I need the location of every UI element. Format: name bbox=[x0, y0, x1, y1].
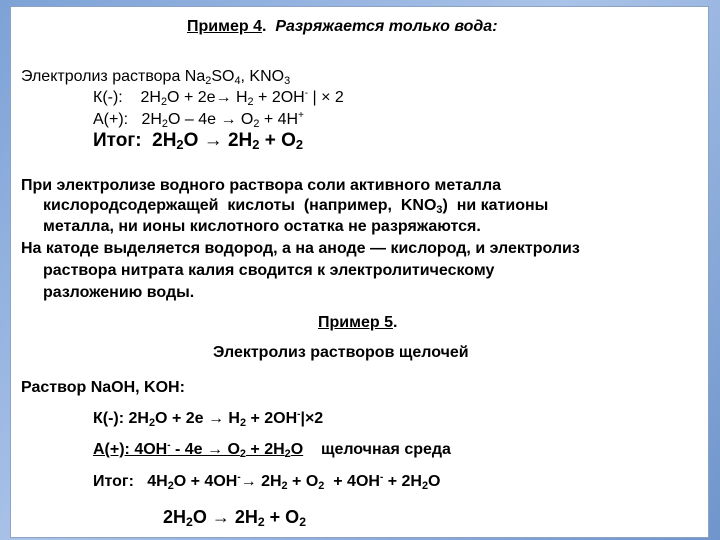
subscript: 2 bbox=[281, 480, 288, 492]
subscript: 2 bbox=[284, 448, 291, 460]
electrolysis-line bbox=[21, 67, 290, 86]
anode-equation-2 bbox=[93, 440, 451, 459]
subscript: 2 bbox=[318, 480, 325, 492]
subscript: 2 bbox=[176, 137, 184, 152]
example5-header bbox=[318, 313, 397, 332]
arrow-icon: → bbox=[211, 507, 230, 527]
cathode-label: К(-): bbox=[93, 89, 123, 106]
formula-part: + 2OH bbox=[246, 410, 298, 427]
subscript: 3 bbox=[284, 75, 291, 87]
formula-part: H bbox=[223, 410, 240, 427]
formula-part: O bbox=[192, 507, 212, 527]
subscript: 2 bbox=[257, 515, 265, 529]
solution-line: Раствор NaOH, KOH: bbox=[21, 379, 185, 396]
subscript: 2 bbox=[160, 96, 168, 108]
paragraph2-line3: разложению воды. bbox=[43, 284, 195, 301]
subscript: 4 bbox=[234, 75, 241, 87]
cathode-equation-2 bbox=[93, 409, 323, 428]
formula-part: O bbox=[290, 441, 304, 458]
formula-part: - 4e bbox=[170, 441, 208, 458]
formula-part: O + 4OH bbox=[173, 473, 238, 490]
subscript: 2 bbox=[186, 515, 193, 529]
electrolysis-prefix: Электролиз раствора Na bbox=[21, 68, 206, 85]
total-equation bbox=[93, 131, 303, 150]
subscript: 2 bbox=[247, 96, 254, 108]
formula-part: 2H bbox=[163, 507, 187, 527]
formula-part: 2H bbox=[222, 130, 253, 151]
formula-part: O bbox=[428, 473, 441, 490]
formula-part: + 4OH bbox=[324, 473, 380, 490]
superscript: - bbox=[297, 409, 301, 420]
subscript: 2 bbox=[167, 480, 174, 492]
formula-part: 2H bbox=[229, 507, 258, 527]
subscript: 2 bbox=[205, 75, 212, 87]
formula-part: |×2 bbox=[300, 410, 324, 427]
formula-part: | × 2 bbox=[308, 89, 344, 106]
formula-part: 2H bbox=[141, 111, 162, 128]
title-dot: . bbox=[261, 18, 267, 35]
formula-part: + O bbox=[259, 130, 296, 151]
superscript: - bbox=[237, 472, 241, 483]
formula-part: + 4H bbox=[259, 111, 299, 128]
formula-part: O + 2e bbox=[155, 410, 208, 427]
title-dot: . bbox=[392, 314, 398, 331]
arrow-icon: → bbox=[220, 111, 237, 128]
medium-label: щелочная среда bbox=[320, 441, 451, 458]
formula-part: O – 4e bbox=[167, 111, 221, 128]
example4-subtitle: Разряжается только вода: bbox=[275, 18, 498, 35]
subscript: 2 bbox=[239, 448, 246, 460]
total-equation-2 bbox=[93, 472, 440, 491]
paragraph1-line2 bbox=[43, 196, 548, 215]
subscript: 2 bbox=[253, 118, 260, 130]
total-label: Итог: bbox=[93, 130, 142, 151]
paragraph2-line2: раствора нитрата калия сводится к электролитическому bbox=[43, 262, 495, 279]
formula-part: + 2H bbox=[245, 441, 285, 458]
superscript: - bbox=[304, 88, 309, 99]
example5-subtitle: Электролиз растворов щелочей bbox=[213, 344, 469, 361]
formula-part: 2H bbox=[152, 130, 177, 151]
formula-part: + 2OH bbox=[253, 89, 305, 106]
arrow-icon: → bbox=[215, 89, 232, 106]
superscript: + bbox=[298, 110, 304, 121]
example4-title: Пример 4 bbox=[187, 18, 262, 35]
example5-title: Пример 5 bbox=[318, 314, 393, 331]
formula-part: + 2H bbox=[383, 473, 422, 490]
formula-part: SO bbox=[211, 68, 235, 85]
arrow-icon: → bbox=[240, 473, 257, 490]
formula-part: O + 2e bbox=[167, 89, 216, 106]
subscript: 2 bbox=[299, 515, 306, 529]
arrow-icon: → bbox=[207, 410, 224, 427]
anode-equation bbox=[93, 110, 304, 129]
text-part: кислородсодержащей кислоты (например, KNO bbox=[43, 197, 437, 214]
subscript: 2 bbox=[295, 137, 304, 152]
formula-part: 2H bbox=[140, 89, 161, 106]
subscript: 2 bbox=[239, 417, 247, 429]
text-part: ) ни катионы bbox=[442, 197, 549, 214]
example4-header bbox=[187, 17, 498, 36]
superscript: - bbox=[167, 440, 171, 451]
formula-part: + O bbox=[264, 507, 300, 527]
subscript: 2 bbox=[252, 137, 260, 152]
formula-part: 2H bbox=[256, 473, 282, 490]
formula-part: , KNO bbox=[240, 68, 285, 85]
cathode-equation bbox=[93, 88, 344, 107]
final-equation bbox=[163, 508, 306, 527]
paragraph1-line3: металла, ни ионы кислотного остатка не разряжаются. bbox=[43, 218, 481, 235]
formula-part: O bbox=[223, 441, 240, 458]
subscript: 2 bbox=[161, 118, 168, 130]
formula-part: O bbox=[183, 130, 199, 151]
paragraph2-line1: На катоде выделяется водород, а на аноде — кислород, и электролиз bbox=[21, 240, 580, 257]
arrow-icon: → bbox=[207, 441, 224, 458]
subscript: 2 bbox=[148, 417, 156, 429]
cathode-label: К(-): 2H bbox=[93, 410, 149, 427]
anode-label: А(+): bbox=[93, 111, 129, 128]
formula-part: O bbox=[236, 111, 254, 128]
subscript: 3 bbox=[436, 204, 443, 216]
superscript: - bbox=[379, 472, 384, 483]
formula-part: 4H bbox=[147, 473, 168, 490]
formula-part: + O bbox=[287, 473, 319, 490]
anode-underlined bbox=[93, 441, 303, 458]
paragraph1-line1: При электролизе водного раствора соли активного металла bbox=[21, 177, 502, 194]
arrow-icon: → bbox=[203, 130, 223, 151]
subscript: 2 bbox=[421, 480, 428, 492]
total-label: Итог: bbox=[93, 473, 134, 490]
anode-label: А(+): 4OH bbox=[93, 441, 168, 458]
formula-part: H bbox=[231, 89, 248, 106]
